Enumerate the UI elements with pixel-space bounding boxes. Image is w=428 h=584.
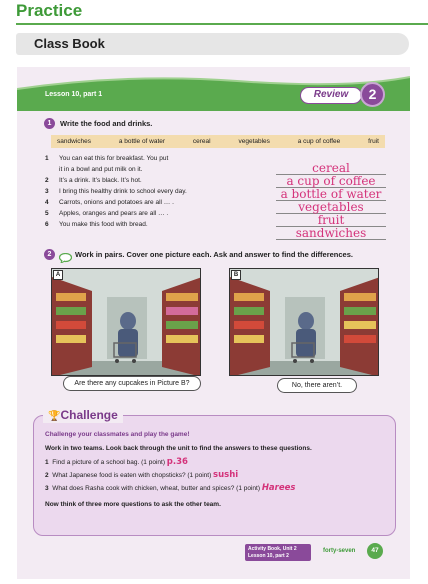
exercise-2-number: 2 bbox=[44, 249, 55, 260]
reference-line: Lesson 10, part 2 bbox=[248, 553, 289, 559]
title-divider bbox=[16, 23, 428, 25]
challenge-answer[interactable]: p.36 bbox=[166, 457, 188, 467]
question-text: Carrots, onions and potatoes are all … . bbox=[59, 199, 174, 206]
speech-bubble-answer: No, there aren’t. bbox=[277, 378, 357, 393]
challenge-title-text: Challenge bbox=[60, 408, 118, 422]
challenge-title bbox=[43, 407, 123, 423]
answer-line[interactable]: sandwiches bbox=[276, 227, 386, 240]
picture-b-label: B bbox=[231, 270, 241, 280]
challenge-item bbox=[45, 470, 238, 480]
challenge-item-number: 3 bbox=[45, 485, 49, 492]
reference-line: Activity Book, Unit 2 bbox=[248, 546, 297, 552]
review-number: 2 bbox=[360, 82, 385, 107]
challenge-item-text: Find a picture of a school bag. (1 point) bbox=[52, 459, 165, 466]
speech-bubble-question: Are there any cupcakes in Picture B? bbox=[63, 376, 201, 391]
word-bank-item: a bottle of water bbox=[118, 138, 166, 145]
answer-line[interactable]: vegetables bbox=[276, 201, 386, 214]
challenge-item bbox=[45, 483, 295, 493]
question-line: You can eat this for breakfast. You put bbox=[59, 155, 169, 162]
trophy-icon: 🏆 bbox=[48, 411, 61, 422]
exercise-1-instruction: Write the food and drinks. bbox=[60, 119, 153, 128]
question-number: 4 bbox=[45, 199, 49, 206]
challenge-intro: Work in two teams. Look back through the unit to find the answers to these questions. bbox=[45, 445, 312, 452]
question-line: it in a bowl and put milk on it. bbox=[59, 166, 143, 173]
question-number: 3 bbox=[45, 188, 49, 195]
speech-bubble-icon bbox=[59, 248, 72, 258]
answer-line[interactable]: a cup of coffee bbox=[276, 175, 386, 188]
question-item bbox=[45, 219, 270, 230]
question-text: You make this food with bread. bbox=[59, 221, 148, 228]
question-text: It’s a drink. It’s black. It’s hot. bbox=[59, 177, 142, 184]
picture-a-label: A bbox=[53, 270, 63, 280]
page-number-words: forty-seven bbox=[323, 548, 356, 554]
question-text bbox=[59, 153, 168, 175]
question-item bbox=[45, 208, 270, 219]
workbook-page bbox=[17, 67, 410, 579]
question-number: 1 bbox=[45, 155, 49, 162]
page-title: Practice bbox=[16, 1, 83, 20]
review-tag: Review bbox=[300, 87, 362, 104]
challenge-item-number: 1 bbox=[45, 459, 49, 466]
question-number: 2 bbox=[45, 177, 49, 184]
word-bank-item: cereal bbox=[192, 138, 211, 145]
activity-book-reference bbox=[245, 544, 311, 561]
page-number: 47 bbox=[367, 543, 383, 559]
challenge-subtitle: Challenge your classmates and play the game! bbox=[45, 431, 190, 438]
answer-line[interactable]: a bottle of water bbox=[276, 188, 386, 201]
section-title: Class Book bbox=[34, 36, 105, 51]
question-list bbox=[45, 153, 270, 230]
word-bank bbox=[51, 135, 385, 148]
lesson-banner bbox=[17, 67, 410, 111]
word-bank-item: vegetables bbox=[238, 138, 270, 145]
exercise-1-number: 1 bbox=[44, 118, 55, 129]
question-item bbox=[45, 175, 270, 186]
picture-a bbox=[51, 268, 201, 376]
challenge-answer[interactable]: Harees bbox=[261, 483, 296, 493]
supermarket-scene-a bbox=[52, 269, 201, 376]
question-number: 5 bbox=[45, 210, 49, 217]
question-item bbox=[45, 153, 270, 175]
word-bank-item: fruit bbox=[368, 138, 379, 145]
exercise-2-instruction: Work in pairs. Cover one picture each. Ask and answer to find the differences. bbox=[75, 250, 353, 259]
word-bank-item: a cup of coffee bbox=[297, 138, 341, 145]
supermarket-scene-b bbox=[230, 269, 379, 376]
question-text: I bring this healthy drink to school every day. bbox=[59, 188, 187, 195]
picture-b bbox=[229, 268, 379, 376]
challenge-closing: Now think of three more questions to ask the other team. bbox=[45, 501, 221, 508]
challenge-item-text: What Japanese food is eaten with chopsticks? (1 point) bbox=[52, 472, 212, 479]
challenge-answer[interactable]: sushi bbox=[213, 470, 239, 480]
question-item bbox=[45, 186, 270, 197]
answer-line[interactable]: cereal bbox=[276, 162, 386, 175]
challenge-item-number: 2 bbox=[45, 472, 49, 479]
challenge-item bbox=[45, 457, 188, 467]
challenge-item-text: What does Rasha cook with chicken, wheat, butter and spices? (1 point) bbox=[52, 485, 260, 492]
answer-line[interactable]: fruit bbox=[276, 214, 386, 227]
question-number: 6 bbox=[45, 221, 49, 228]
question-text: Apples, oranges and pears are all … . bbox=[59, 210, 169, 217]
section-bar bbox=[16, 33, 409, 55]
word-bank-item: sandwiches bbox=[57, 138, 91, 145]
lesson-label: Lesson 10, part 1 bbox=[45, 91, 103, 98]
question-item bbox=[45, 197, 270, 208]
